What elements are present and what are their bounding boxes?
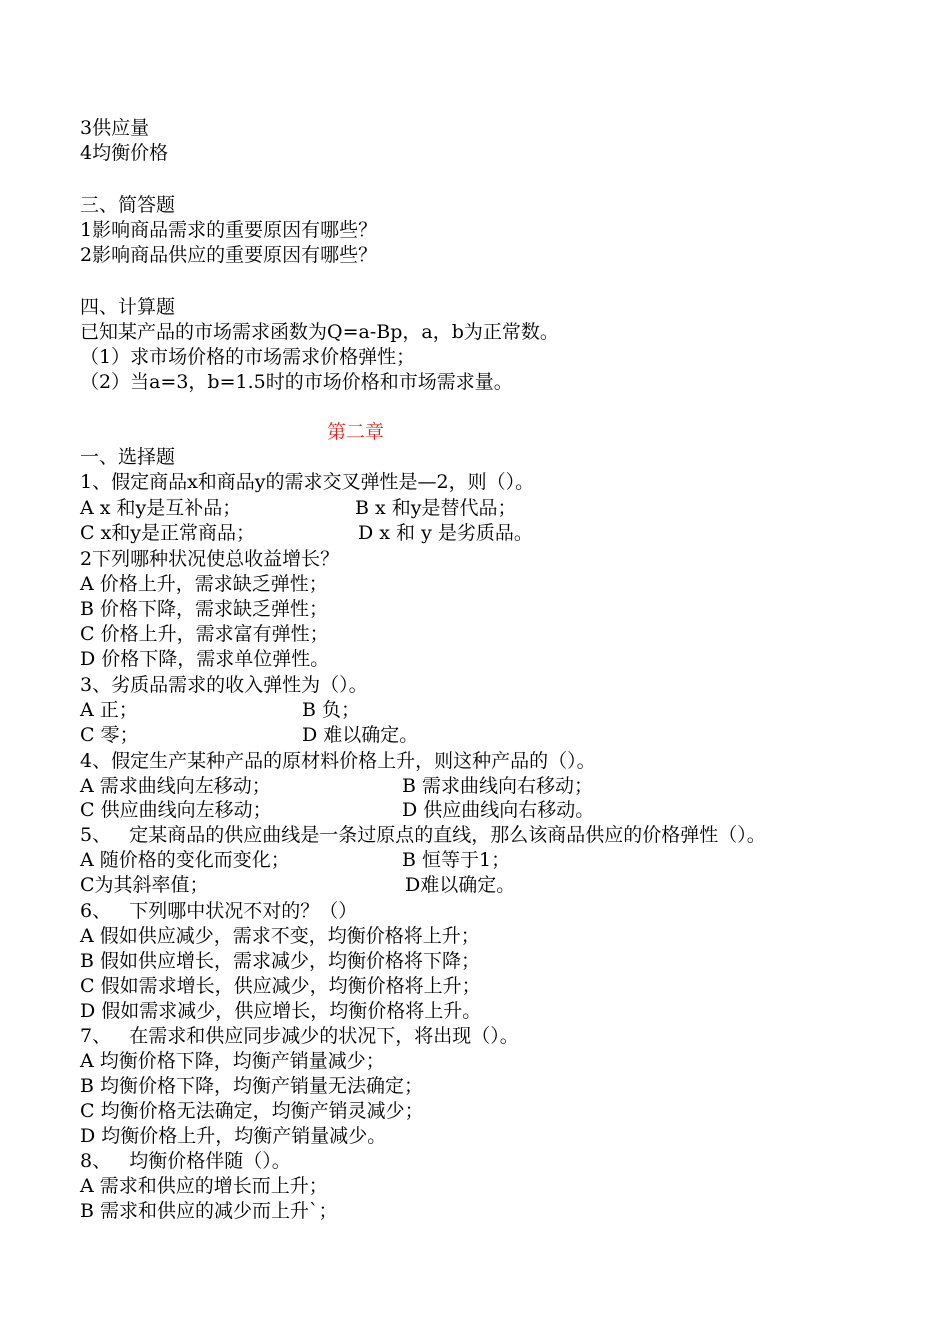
option-right: D 难以确定。 xyxy=(302,724,419,746)
option-left: C 零； xyxy=(80,724,139,746)
option-left: C为其斜率值； xyxy=(80,874,209,896)
text-line: A 价格上升，需求缺乏弹性； xyxy=(80,573,328,595)
option-row xyxy=(80,848,900,873)
option-left: A 需求曲线向左移动； xyxy=(80,775,271,797)
text-line: 7、 在需求和供应同步减少的状况下，将出现（）。 xyxy=(80,1025,519,1047)
option-row xyxy=(80,496,900,521)
option-row xyxy=(80,873,900,898)
text-line: D 均衡价格上升，均衡产销量减少。 xyxy=(80,1125,387,1147)
text-line: B 均衡价格下降，均衡产销量无法确定； xyxy=(80,1075,424,1097)
text-line: B 假如供应增长，需求减少，均衡价格将下降； xyxy=(80,950,481,972)
option-left: A 随价格的变化而变化； xyxy=(80,849,290,871)
text-line: 四、计算题 xyxy=(80,296,176,318)
text-line: C 价格上升，需求富有弹性； xyxy=(80,623,329,645)
text-line: B 价格下降，需求缺乏弹性； xyxy=(80,598,329,620)
option-right: B 需求曲线向右移动； xyxy=(402,775,594,797)
option-right: B 负； xyxy=(302,699,361,721)
text-line: 2影响商品供应的重要原因有哪些？ xyxy=(80,244,378,266)
option-left: A x 和y是互补品； xyxy=(80,497,242,519)
text-line: （2）当a=3，b=1.5时的市场价格和市场需求量。 xyxy=(80,371,513,393)
text-line: 4均衡价格 xyxy=(80,142,169,164)
text-line: C 均衡价格无法确定，均衡产销灵减少； xyxy=(80,1100,424,1122)
text-line: 4、假定生产某种产品的原材料价格上升，则这种产品的（）。 xyxy=(80,750,596,772)
option-left: C x和y是正常商品； xyxy=(80,522,256,544)
option-right: D难以确定。 xyxy=(405,874,516,896)
text-line: 已知某产品的市场需求函数为Q=a-Bp，a，b为正常数。 xyxy=(80,321,559,343)
text-line: C 假如需求增长，供应减少，均衡价格将上升； xyxy=(80,975,481,997)
text-line: 3供应量 xyxy=(80,117,150,139)
option-row xyxy=(80,798,900,823)
text-line: 1影响商品需求的重要原因有哪些？ xyxy=(80,219,378,241)
option-row xyxy=(80,698,900,723)
text-line: 8、 均衡价格伴随（）。 xyxy=(80,1150,291,1172)
option-right: D x 和 y 是劣质品。 xyxy=(358,522,533,544)
text-line: A 需求和供应的增长而上升； xyxy=(80,1175,328,1197)
text-line: 5、 定某商品的供应曲线是一条过原点的直线，那么该商品供应的价格弹性（）。 xyxy=(80,824,766,846)
option-right: B x 和y是替代品； xyxy=(355,497,517,519)
text-line: 1、假定商品x和商品y的需求交叉弹性是—2，则（）。 xyxy=(80,471,535,493)
text-line: （1）求市场价格的市场需求价格弹性； xyxy=(80,346,416,368)
text-line: 2下列哪种状况使总收益增长？ xyxy=(80,548,340,570)
option-left: A 正； xyxy=(80,699,138,721)
option-right: D 供应曲线向右移动。 xyxy=(402,799,595,821)
text-line: 一、选择题 xyxy=(80,446,176,468)
option-left: C 供应曲线向左移动； xyxy=(80,799,272,821)
text-line: B 需求和供应的减少而上升`； xyxy=(80,1200,338,1222)
text-line: A 假如供应减少，需求不变，均衡价格将上升； xyxy=(80,925,480,947)
text-line: 6、 下列哪中状况不对的？（） xyxy=(80,900,358,922)
chapter-title: 第二章 xyxy=(327,421,385,443)
option-row xyxy=(80,774,900,799)
option-row xyxy=(80,723,900,748)
text-line: 三、简答题 xyxy=(80,194,176,216)
text-line: D 价格下降，需求单位弹性。 xyxy=(80,648,330,670)
option-right: B 恒等于1； xyxy=(402,849,511,871)
option-row xyxy=(80,521,900,546)
text-line: 3、劣质品需求的收入弹性为（）。 xyxy=(80,674,368,696)
text-line: A 均衡价格下降，均衡产销量减少； xyxy=(80,1050,385,1072)
text-line: D 假如需求减少，供应增长，均衡价格将上升。 xyxy=(80,1000,482,1022)
